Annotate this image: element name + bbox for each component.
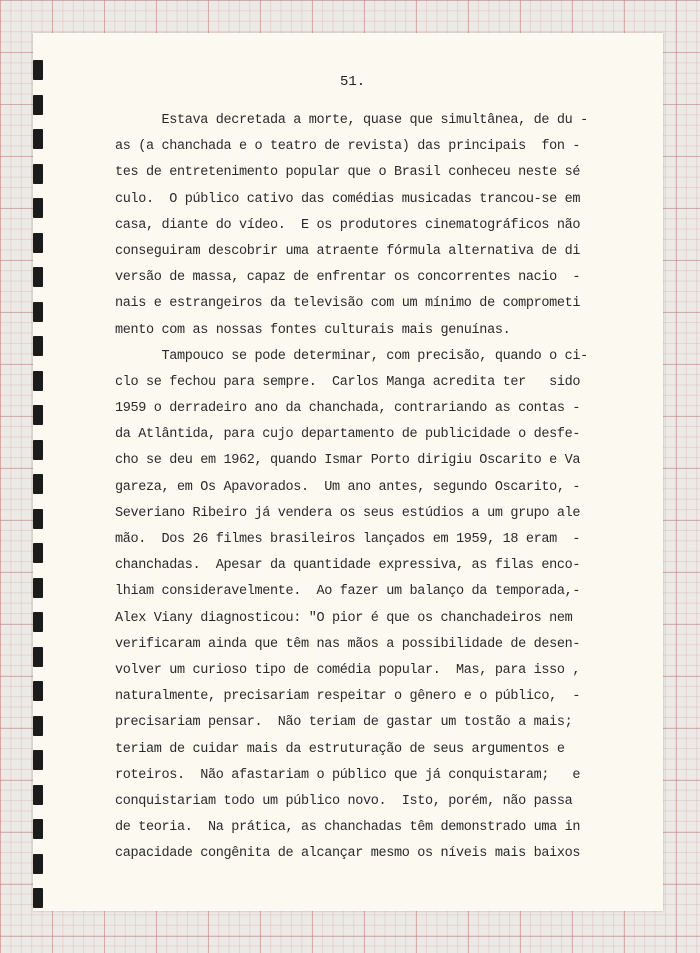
binding-hole: [33, 302, 43, 322]
binding-hole: [33, 509, 43, 529]
binding-hole: [33, 474, 43, 494]
binding-hole: [33, 60, 43, 80]
binding-hole: [33, 716, 43, 736]
text-line: roteiros. Não afastariam o público que já conquistaram; e: [115, 767, 581, 783]
text-line: naturalmente, precisariam respeitar o gênero e o público, -: [115, 689, 581, 705]
text-line: Severiano Ribeiro já vendera os seus estúdios a um grupo ale: [115, 505, 581, 521]
binding-hole: [33, 267, 43, 287]
text-line: versão de massa, capaz de enfrentar os concorrentes nacio -: [115, 270, 581, 286]
binding-hole: [33, 371, 43, 391]
binding-hole: [33, 129, 43, 149]
text-line: Alex Viany diagnosticou: "O pior é que os chanchadeiros nem: [115, 610, 573, 626]
text-line: verificaram ainda que têm nas mãos a possibilidade de desen-: [115, 636, 581, 652]
body-text: [115, 108, 595, 867]
binding-hole: [33, 750, 43, 770]
text-line: clo se fechou para sempre. Carlos Manga acredita ter sido: [115, 374, 581, 390]
text-line: culo. O público cativo das comédias musicadas trancou-se em: [115, 191, 581, 207]
text-line: conquistariam todo um público novo. Isto, porém, não passa: [115, 793, 573, 809]
text-line: da Atlântida, para cujo departamento de publicidade o desfe-: [115, 427, 581, 443]
text-line: gareza, em Os Apavorados. Um ano antes, segundo Oscarito, -: [115, 479, 581, 495]
text-line: as (a chanchada e o teatro de revista) das principais fon -: [115, 139, 581, 155]
binding-hole: [33, 440, 43, 460]
text-line: capacidade congênita de alcançar mesmo os níveis mais baixos: [115, 846, 581, 862]
text-line: conseguiram descobrir uma atraente fórmula alternativa de di: [115, 243, 581, 259]
binding-hole: [33, 819, 43, 839]
text-line: volver um curioso tipo de comédia popular. Mas, para isso ,: [115, 662, 581, 678]
binding-hole: [33, 233, 43, 253]
binding-hole: [33, 681, 43, 701]
text-line: cho se deu em 1962, quando Ismar Porto dirigiu Oscarito e Va: [115, 453, 581, 469]
text-line: lhiam consideravelmente. Ao fazer um balanço da temporada,-: [115, 584, 581, 600]
binding-hole: [33, 95, 43, 115]
text-line: Tampouco se pode determinar, com precisão, quando o ci-: [115, 348, 588, 364]
text-line: nais e estrangeiros da televisão com um mínimo de comprometi: [115, 296, 581, 312]
text-line: de teoria. Na prática, as chanchadas têm demonstrado uma in: [115, 820, 581, 836]
binding-hole: [33, 854, 43, 874]
text-line: chanchadas. Apesar da quantidade expressiva, as filas enco-: [115, 558, 581, 574]
binding-hole: [33, 785, 43, 805]
binding-hole: [33, 888, 43, 908]
text-line: 1959 o derradeiro ano da chanchada, contrariando as contas -: [115, 401, 581, 417]
text-line: mento com as nossas fontes culturais mais genuínas.: [115, 322, 511, 338]
text-line: precisariam pensar. Não teriam de gastar um tostão a mais;: [115, 715, 573, 731]
binding-hole: [33, 612, 43, 632]
text-line: teriam de cuidar mais da estruturação de seus argumentos e: [115, 741, 565, 757]
text-line: tes de entretenimento popular que o Brasil conheceu neste sé: [115, 165, 581, 181]
binding-hole: [33, 647, 43, 667]
binding-hole: [33, 578, 43, 598]
text-line: Estava decretada a morte, quase que simultânea, de du -: [115, 113, 588, 128]
binding-hole: [33, 164, 43, 184]
page-number: 51.: [340, 74, 366, 90]
binding-hole: [33, 543, 43, 563]
binding-hole: [33, 336, 43, 356]
text-line: mão. Dos 26 filmes brasileiros lançados em 1959, 18 eram -: [115, 532, 581, 547]
text-line: casa, diante do vídeo. E os produtores cinematográficos não: [115, 217, 581, 233]
binding-hole: [33, 198, 43, 218]
binding-hole: [33, 405, 43, 425]
binding-holes: [33, 60, 45, 900]
